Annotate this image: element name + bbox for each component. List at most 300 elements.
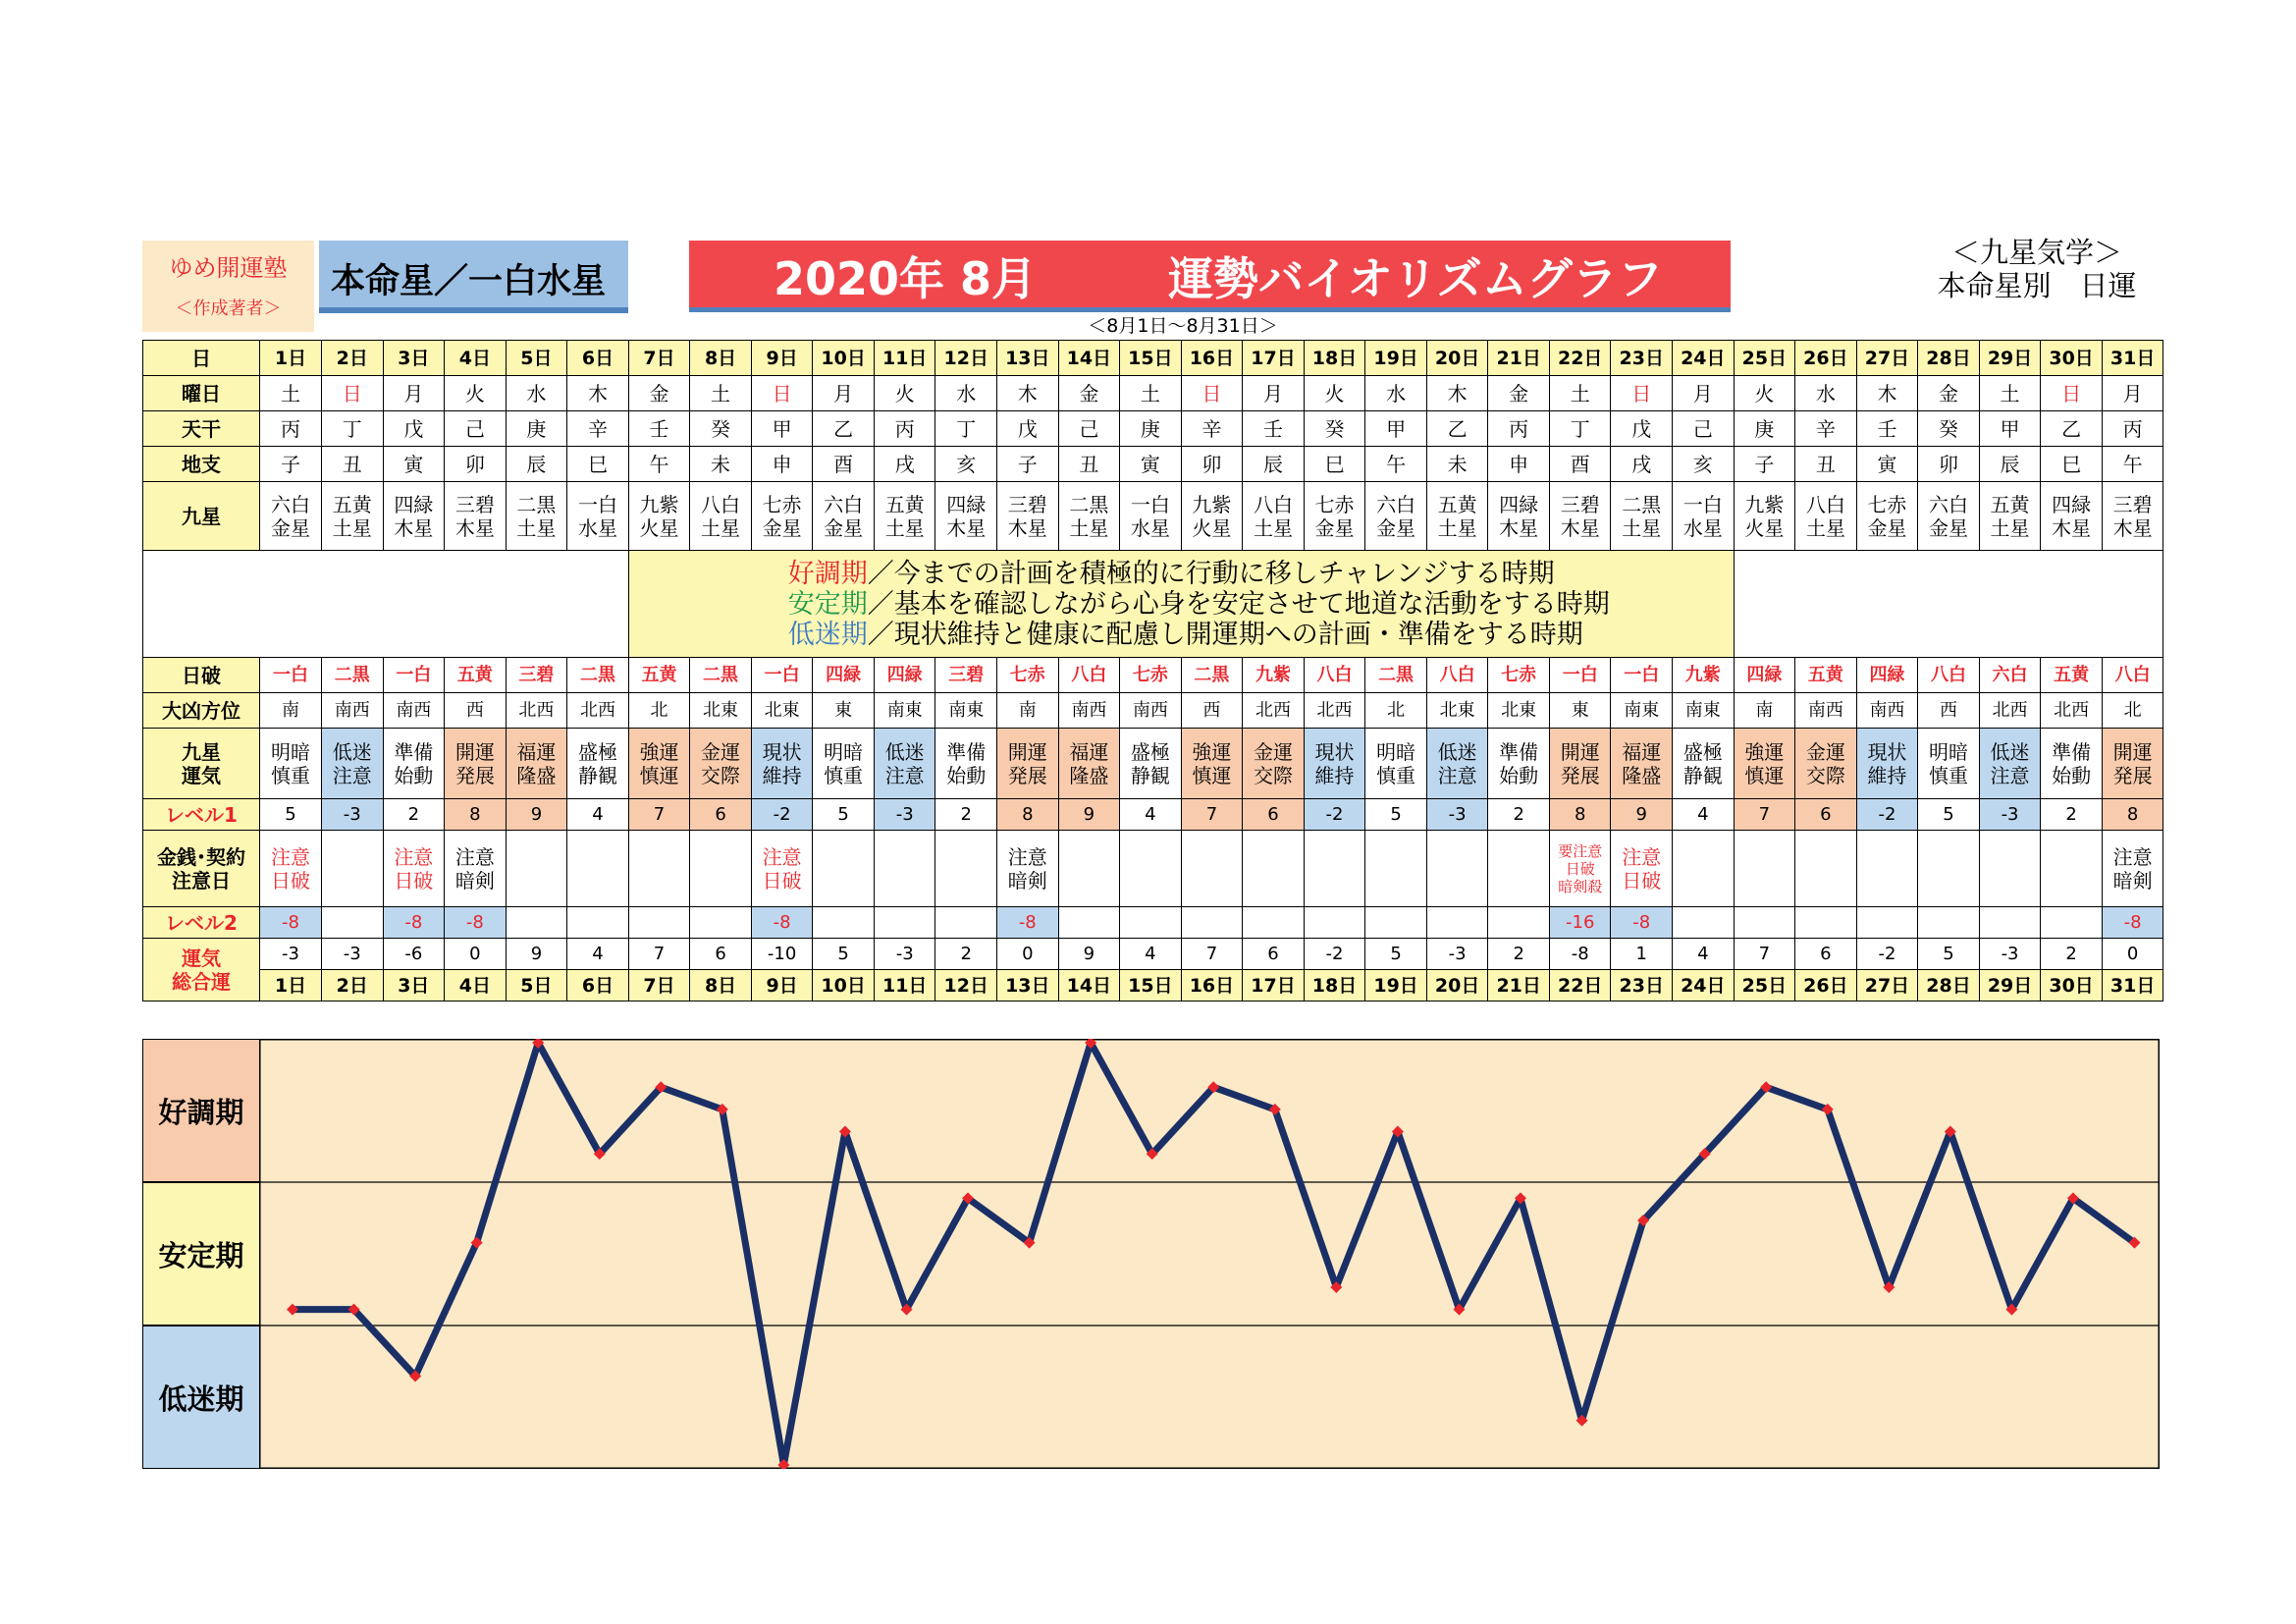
row-kyusei-cell bbox=[567, 482, 629, 551]
row-daikyo-cell: 北 bbox=[2102, 693, 2163, 729]
row-weekday-cell: 土 bbox=[260, 376, 322, 411]
cell-line: 慎運 bbox=[1744, 763, 1785, 787]
page-title bbox=[689, 241, 1731, 311]
row-level2-cell bbox=[1488, 907, 1550, 939]
row-day-bottom-cell: 1日 bbox=[260, 970, 322, 1001]
row-level1-cell: -2 bbox=[751, 799, 813, 831]
row-unki-cell bbox=[690, 729, 752, 799]
row-tenkan-cell: 丁 bbox=[322, 411, 384, 447]
cell-line: 慎重 bbox=[1376, 763, 1416, 787]
row-nippa-cell: 八白 bbox=[1304, 658, 1365, 693]
cell-line: 盛極 bbox=[1682, 739, 1723, 764]
cell-line: 金星 bbox=[762, 515, 802, 540]
cell-line: 金運 bbox=[1805, 739, 1845, 764]
row-tenkan-cell: 庚 bbox=[1120, 411, 1182, 447]
row-money-cell bbox=[1243, 831, 1305, 907]
cell-line: 盛極 bbox=[577, 739, 617, 764]
row-money-cell bbox=[1488, 831, 1550, 907]
row-day-cell: 30日 bbox=[2041, 341, 2103, 376]
row-weekday-label: 曜日 bbox=[143, 376, 260, 411]
row-tenkan-cell: 己 bbox=[1058, 411, 1120, 447]
row-daikyo-cell: 南西 bbox=[1058, 693, 1120, 729]
row-daikyo-cell: 南西 bbox=[383, 693, 445, 729]
row-tenkan-cell: 庚 bbox=[1734, 411, 1795, 447]
row-kyusei-cell bbox=[1365, 482, 1427, 551]
cell-line: 現状 bbox=[1314, 739, 1355, 764]
row-chishi-cell: 子 bbox=[260, 447, 322, 482]
row-level2-cell: -8 bbox=[2102, 907, 2163, 939]
row-day-bottom-cell: 28日 bbox=[1918, 970, 1980, 1001]
row-tenkan-cell: 壬 bbox=[628, 411, 690, 447]
row-kyusei-cell bbox=[445, 482, 507, 551]
row-nippa-cell: 七赤 bbox=[1120, 658, 1182, 693]
legend-term: 好調期 bbox=[787, 558, 868, 589]
row-tenkan bbox=[143, 411, 2163, 447]
row-unki-label: 九星 運気 bbox=[143, 729, 260, 799]
row-day-bottom-cell: 11日 bbox=[874, 970, 935, 1001]
row-total-cell: 2 bbox=[1488, 939, 1550, 970]
row-daikyo-cell: 北東 bbox=[1426, 693, 1488, 729]
row-total-cell: -6 bbox=[383, 939, 445, 970]
row-money-cell bbox=[1365, 831, 1427, 907]
row-day-cell: 11日 bbox=[874, 341, 935, 376]
row-kyusei-cell bbox=[1979, 482, 2041, 551]
cell-line: 七赤 bbox=[1867, 492, 1907, 516]
row-day-cell: 27日 bbox=[1856, 341, 1918, 376]
row-kyusei-cell bbox=[506, 482, 567, 551]
cell-line: 三碧 bbox=[1560, 492, 1600, 516]
row-weekday-cell: 日 bbox=[1181, 376, 1243, 411]
row-tenkan-cell: 辛 bbox=[567, 411, 629, 447]
row-chishi-cell: 巳 bbox=[1304, 447, 1365, 482]
cell-line: 水星 bbox=[577, 515, 617, 540]
row-money-cell bbox=[445, 831, 507, 907]
row-total-label: 運気 総合運 bbox=[143, 939, 260, 1001]
row-level2-cell bbox=[1243, 907, 1305, 939]
row-unki-cell bbox=[322, 729, 384, 799]
row-chishi-cell: 丑 bbox=[322, 447, 384, 482]
row-weekday-cell: 火 bbox=[874, 376, 935, 411]
row-nippa-cell: 二黒 bbox=[567, 658, 629, 693]
row-day-bottom-cell: 16日 bbox=[1181, 970, 1243, 1001]
row-unki-cell bbox=[1918, 729, 1980, 799]
row-tenkan-cell: 丙 bbox=[874, 411, 935, 447]
row-level1-cell: 9 bbox=[506, 799, 567, 831]
row-unki-cell bbox=[628, 729, 690, 799]
row-day-bottom-cell: 3日 bbox=[383, 970, 445, 1001]
row-daikyo bbox=[143, 693, 2163, 729]
kyusei-line1: ＜九星気学＞ bbox=[1950, 236, 2122, 269]
row-nippa-cell: 八白 bbox=[2102, 658, 2163, 693]
row-kyusei-cell bbox=[1304, 482, 1365, 551]
row-level1-cell: 7 bbox=[1181, 799, 1243, 831]
row-total-cell: 7 bbox=[628, 939, 690, 970]
row-nippa-cell: 三碧 bbox=[935, 658, 997, 693]
row-nippa-cell: 二黒 bbox=[1181, 658, 1243, 693]
row-money-cell bbox=[997, 831, 1059, 907]
legend-text: ／基本を確認しながら心身を安定させて地道な活動をする時期 bbox=[867, 588, 1610, 620]
cell-line: 始動 bbox=[394, 763, 434, 787]
title-year: 2020年 8月 bbox=[774, 252, 1038, 305]
row-kyusei-label: 九星 bbox=[143, 482, 260, 551]
row-level1-cell: -2 bbox=[1304, 799, 1365, 831]
cell-line: 開運 bbox=[2112, 739, 2153, 764]
row-day-cell: 3日 bbox=[383, 341, 445, 376]
cell-line: 維持 bbox=[1867, 763, 1907, 787]
cell-line: 金運 bbox=[701, 739, 741, 764]
row-unki-cell bbox=[445, 729, 507, 799]
row-money-cell bbox=[567, 831, 629, 907]
row-weekday-cell: 火 bbox=[1304, 376, 1365, 411]
row-daikyo-cell: 北東 bbox=[1488, 693, 1550, 729]
cell-line: 四緑 bbox=[1499, 492, 1539, 516]
row-chishi-cell: 寅 bbox=[383, 447, 445, 482]
row-unki-cell bbox=[997, 729, 1059, 799]
cell-line: 金星 bbox=[1314, 515, 1355, 540]
row-money-cell bbox=[1673, 831, 1735, 907]
cell-line: 八白 bbox=[1805, 492, 1845, 516]
row-unki-cell bbox=[813, 729, 875, 799]
row-chishi bbox=[143, 447, 2163, 482]
row-money-cell bbox=[1426, 831, 1488, 907]
row-daikyo-cell: 南西 bbox=[1120, 693, 1182, 729]
row-level1-cell: 5 bbox=[1918, 799, 1980, 831]
row-daikyo-cell: 南東 bbox=[1611, 693, 1673, 729]
row-chishi-cell: 巳 bbox=[567, 447, 629, 482]
cell-line: 強運 bbox=[1192, 739, 1232, 764]
row-tenkan-cell: 乙 bbox=[2041, 411, 2103, 447]
row-tenkan-cell: 甲 bbox=[1979, 411, 2041, 447]
row-day-cell: 16日 bbox=[1181, 341, 1243, 376]
cell-line: 発展 bbox=[2112, 763, 2153, 787]
row-level2-cell bbox=[1856, 907, 1918, 939]
money-line: 日破 bbox=[394, 868, 434, 893]
row-total-cell: -3 bbox=[322, 939, 384, 970]
row-tenkan-cell: 癸 bbox=[690, 411, 752, 447]
row-nippa-cell: 四緑 bbox=[874, 658, 935, 693]
money-line: 暗剣 bbox=[2112, 868, 2153, 893]
row-daikyo-cell: 西 bbox=[445, 693, 507, 729]
money-line: 注意 bbox=[454, 844, 495, 869]
row-day-bottom-cell: 27日 bbox=[1856, 970, 1918, 1001]
row-day-cell: 19日 bbox=[1365, 341, 1427, 376]
row-day-bottom-cell: 24日 bbox=[1673, 970, 1735, 1001]
row-kyusei-cell bbox=[260, 482, 322, 551]
cell-line: 七赤 bbox=[762, 492, 802, 516]
cell-line: 四緑 bbox=[2052, 492, 2092, 516]
row-total-cell: -2 bbox=[1304, 939, 1365, 970]
row-kyusei-cell bbox=[1611, 482, 1673, 551]
cell-line: 木星 bbox=[1007, 515, 1047, 540]
row-money bbox=[143, 831, 2163, 907]
money-line: 注意 bbox=[1007, 844, 1047, 869]
row-nippa-cell: 一白 bbox=[383, 658, 445, 693]
cell-line: 水星 bbox=[1682, 515, 1723, 540]
row-money-cell bbox=[1181, 831, 1243, 907]
cell-line: 開運 bbox=[454, 739, 495, 764]
cell-line: 準備 bbox=[1499, 739, 1539, 764]
legend-blank-left bbox=[143, 551, 629, 658]
row-nippa-cell: 二黒 bbox=[1365, 658, 1427, 693]
row-total-cell: 4 bbox=[1120, 939, 1182, 970]
row-day-bottom bbox=[143, 970, 2163, 1001]
biorhythm-chart bbox=[259, 1039, 2160, 1469]
row-total-cell: 9 bbox=[1058, 939, 1120, 970]
row-unki-cell bbox=[2041, 729, 2103, 799]
cell-line: 現状 bbox=[1867, 739, 1907, 764]
row-money-cell bbox=[1549, 831, 1611, 907]
cell-line: 明暗 bbox=[1376, 739, 1416, 764]
row-weekday-cell: 日 bbox=[322, 376, 384, 411]
cell-line: 一白 bbox=[1130, 492, 1170, 516]
row-money-cell bbox=[751, 831, 813, 907]
row-chishi-cell: 辰 bbox=[1979, 447, 2041, 482]
row-total-cell: 1 bbox=[1611, 939, 1673, 970]
money-line: 日破 bbox=[1622, 868, 1662, 893]
row-money-cell bbox=[1856, 831, 1918, 907]
row-chishi-cell: 午 bbox=[2102, 447, 2163, 482]
cell-line: 注意 bbox=[884, 763, 925, 787]
money-line: 要注意 bbox=[1558, 841, 1603, 860]
cell-line: 金運 bbox=[1253, 739, 1293, 764]
row-legend bbox=[143, 551, 2163, 658]
row-tenkan-cell: 甲 bbox=[1365, 411, 1427, 447]
row-chishi-cell: 卯 bbox=[1181, 447, 1243, 482]
row-chishi-cell: 丑 bbox=[1795, 447, 1857, 482]
row-unki-cell bbox=[567, 729, 629, 799]
row-day-bottom-cell: 25日 bbox=[1734, 970, 1795, 1001]
row-daikyo-cell: 南東 bbox=[874, 693, 935, 729]
row-weekday-cell: 日 bbox=[1611, 376, 1673, 411]
cell-line: 九紫 bbox=[639, 492, 679, 516]
row-day-cell: 2日 bbox=[322, 341, 384, 376]
cell-line: 土星 bbox=[884, 515, 925, 540]
cell-line: 五黄 bbox=[1990, 492, 2030, 516]
row-weekday-cell: 木 bbox=[1426, 376, 1488, 411]
author-logo bbox=[142, 241, 314, 332]
row-money-cell bbox=[1058, 831, 1120, 907]
row-money-cell bbox=[1304, 831, 1365, 907]
cell-line: 一白 bbox=[577, 492, 617, 516]
cell-line: 金星 bbox=[1867, 515, 1907, 540]
row-kyusei-cell bbox=[1058, 482, 1120, 551]
row-nippa-cell: 六白 bbox=[1979, 658, 2041, 693]
row-chishi-cell: 亥 bbox=[1673, 447, 1735, 482]
cell-line: 慎重 bbox=[271, 763, 310, 787]
row-total-cell: 9 bbox=[506, 939, 567, 970]
row-chishi-cell: 酉 bbox=[813, 447, 875, 482]
row-chishi-cell: 辰 bbox=[1243, 447, 1305, 482]
row-tenkan-cell: 戊 bbox=[1611, 411, 1673, 447]
row-day-cell: 24日 bbox=[1673, 341, 1735, 376]
cell-line: 火星 bbox=[1192, 515, 1232, 540]
row-day-cell: 13日 bbox=[997, 341, 1059, 376]
legend-stable bbox=[629, 589, 1734, 620]
row-nippa-cell: 四緑 bbox=[1734, 658, 1795, 693]
row-weekday-cell: 月 bbox=[1243, 376, 1305, 411]
row-money-cell bbox=[322, 831, 384, 907]
row-total-cell: 5 bbox=[1365, 939, 1427, 970]
cell-line: 静観 bbox=[1682, 763, 1723, 787]
row-unki-cell bbox=[1365, 729, 1427, 799]
row-chishi-cell: 亥 bbox=[935, 447, 997, 482]
row-kyusei-cell bbox=[935, 482, 997, 551]
cell-line: 慎運 bbox=[639, 763, 679, 787]
money-line: 注意 bbox=[271, 844, 310, 869]
row-nippa-cell: 五黄 bbox=[1795, 658, 1857, 693]
row-nippa-cell: 八白 bbox=[1426, 658, 1488, 693]
row-chishi-cell: 丑 bbox=[1058, 447, 1120, 482]
row-tenkan-cell: 乙 bbox=[1426, 411, 1488, 447]
row-nippa-cell: 八白 bbox=[1058, 658, 1120, 693]
row-weekday-cell: 金 bbox=[1058, 376, 1120, 411]
row-nippa-cell: 二黒 bbox=[690, 658, 752, 693]
row-daikyo-cell: 南西 bbox=[322, 693, 384, 729]
row-level1-cell: 4 bbox=[1673, 799, 1735, 831]
money-line: 暗剣 bbox=[454, 868, 495, 893]
row-daikyo-cell: 北東 bbox=[751, 693, 813, 729]
row-daikyo-cell: 西 bbox=[1181, 693, 1243, 729]
row-kyusei-cell bbox=[322, 482, 384, 551]
kyusei-line2: 本命星別 日運 bbox=[1937, 269, 2137, 302]
row-kyusei-cell bbox=[1426, 482, 1488, 551]
row-money-cell bbox=[1734, 831, 1795, 907]
row-weekday-cell: 土 bbox=[1549, 376, 1611, 411]
cell-line: 明暗 bbox=[271, 739, 310, 764]
row-money-cell bbox=[1611, 831, 1673, 907]
legend-blank-right bbox=[1734, 551, 2163, 658]
row-total-cell: -2 bbox=[1856, 939, 1918, 970]
cell-line: 土星 bbox=[1805, 515, 1845, 540]
row-level2-cell bbox=[1304, 907, 1365, 939]
row-weekday-cell: 木 bbox=[997, 376, 1059, 411]
row-day-cell: 21日 bbox=[1488, 341, 1550, 376]
row-total-cell: 0 bbox=[997, 939, 1059, 970]
cell-line: 慎重 bbox=[824, 763, 864, 787]
row-tenkan-cell: 甲 bbox=[751, 411, 813, 447]
row-weekday-cell: 土 bbox=[1979, 376, 2041, 411]
row-day-bottom-cell: 9日 bbox=[751, 970, 813, 1001]
cell-line: 隆盛 bbox=[516, 763, 557, 787]
row-unki-cell bbox=[1734, 729, 1795, 799]
row-unki-cell bbox=[1673, 729, 1735, 799]
kyusei-caption bbox=[1904, 236, 2169, 302]
row-total-cell: 6 bbox=[690, 939, 752, 970]
cell-line: 木星 bbox=[2112, 515, 2153, 540]
row-total bbox=[143, 939, 2163, 970]
row-unki-cell bbox=[1120, 729, 1182, 799]
row-money-cell bbox=[260, 831, 322, 907]
cell-line: 水星 bbox=[1130, 515, 1170, 540]
row-tenkan-cell: 戊 bbox=[383, 411, 445, 447]
row-unki-cell bbox=[1181, 729, 1243, 799]
row-weekday-cell: 水 bbox=[935, 376, 997, 411]
row-level2-cell bbox=[1979, 907, 2041, 939]
row-day-cell: 25日 bbox=[1734, 341, 1795, 376]
band-good: 好調期 bbox=[142, 1039, 260, 1182]
cell-line: 維持 bbox=[762, 763, 802, 787]
cell-line: 六白 bbox=[1376, 492, 1416, 516]
money-line: 日破 bbox=[271, 868, 310, 893]
row-day-bottom-cell: 20日 bbox=[1426, 970, 1488, 1001]
row-weekday-cell: 火 bbox=[445, 376, 507, 411]
row-day-bottom-cell: 22日 bbox=[1549, 970, 1611, 1001]
row-unki-cell bbox=[1979, 729, 2041, 799]
row-chishi-cell: 午 bbox=[1365, 447, 1427, 482]
date-range: ＜8月1日～8月31日＞ bbox=[1088, 315, 1278, 337]
row-unki-cell bbox=[383, 729, 445, 799]
row-level1-cell: 8 bbox=[2102, 799, 2163, 831]
row-kyusei-cell bbox=[1120, 482, 1182, 551]
row-level1-cell: 4 bbox=[567, 799, 629, 831]
cell-line: 木星 bbox=[394, 515, 434, 540]
row-tenkan-cell: 丙 bbox=[1488, 411, 1550, 447]
cell-line: 金星 bbox=[824, 515, 864, 540]
cell-line: 九紫 bbox=[1744, 492, 1785, 516]
row-unki-cell bbox=[1549, 729, 1611, 799]
row-kyusei-cell bbox=[1856, 482, 1918, 551]
row-weekday-cell: 金 bbox=[1488, 376, 1550, 411]
row-day-cell: 4日 bbox=[445, 341, 507, 376]
row-total-cell: 2 bbox=[935, 939, 997, 970]
cell-line: 九紫 bbox=[1192, 492, 1232, 516]
row-day-cell: 18日 bbox=[1304, 341, 1365, 376]
row-level2-cell bbox=[1918, 907, 1980, 939]
row-daikyo-cell: 北西 bbox=[567, 693, 629, 729]
legend-term: 低迷期 bbox=[787, 619, 868, 650]
row-daikyo-cell: 北西 bbox=[1304, 693, 1365, 729]
row-chishi-cell: 巳 bbox=[2041, 447, 2103, 482]
cell-line: 隆盛 bbox=[1069, 763, 1109, 787]
row-chishi-cell: 辰 bbox=[506, 447, 567, 482]
cell-line: 盛極 bbox=[1130, 739, 1170, 764]
row-nippa-cell: 九紫 bbox=[1673, 658, 1735, 693]
row-money-cell bbox=[2102, 831, 2163, 907]
cell-line: 金星 bbox=[1928, 515, 1968, 540]
cell-line: 土星 bbox=[1990, 515, 2030, 540]
row-day-bottom-cell: 30日 bbox=[2041, 970, 2103, 1001]
cell-line: 土星 bbox=[332, 515, 372, 540]
cell-line: 維持 bbox=[1314, 763, 1355, 787]
row-nippa-label: 日破 bbox=[143, 658, 260, 693]
cell-line: 二黒 bbox=[516, 492, 557, 516]
row-money-cell bbox=[1120, 831, 1182, 907]
cell-line: 木星 bbox=[1499, 515, 1539, 540]
row-weekday-cell: 火 bbox=[1734, 376, 1795, 411]
cell-line: 二黒 bbox=[1069, 492, 1109, 516]
row-kyusei-cell bbox=[997, 482, 1059, 551]
row-total-cell: 7 bbox=[1734, 939, 1795, 970]
row-level2-cell bbox=[874, 907, 935, 939]
row-level1-cell: -3 bbox=[1426, 799, 1488, 831]
row-daikyo-cell: 北 bbox=[628, 693, 690, 729]
row-tenkan-cell: 丙 bbox=[2102, 411, 2163, 447]
row-chishi-cell: 午 bbox=[628, 447, 690, 482]
row-day-cell: 14日 bbox=[1058, 341, 1120, 376]
row-unki-cell bbox=[1611, 729, 1673, 799]
row-day-cell: 5日 bbox=[506, 341, 567, 376]
row-money-label: 金銭･契約 注意日 bbox=[143, 831, 260, 907]
money-line: 暗剣殺 bbox=[1558, 877, 1603, 895]
row-weekday-cell: 日 bbox=[2041, 376, 2103, 411]
cell-line: 静観 bbox=[577, 763, 617, 787]
row-weekday-cell: 月 bbox=[383, 376, 445, 411]
row-level2-cell: -16 bbox=[1549, 907, 1611, 939]
cell-line: 強運 bbox=[639, 739, 679, 764]
cell-line: 強運 bbox=[1744, 739, 1785, 764]
row-level1 bbox=[143, 799, 2163, 831]
row-weekday bbox=[143, 376, 2163, 411]
